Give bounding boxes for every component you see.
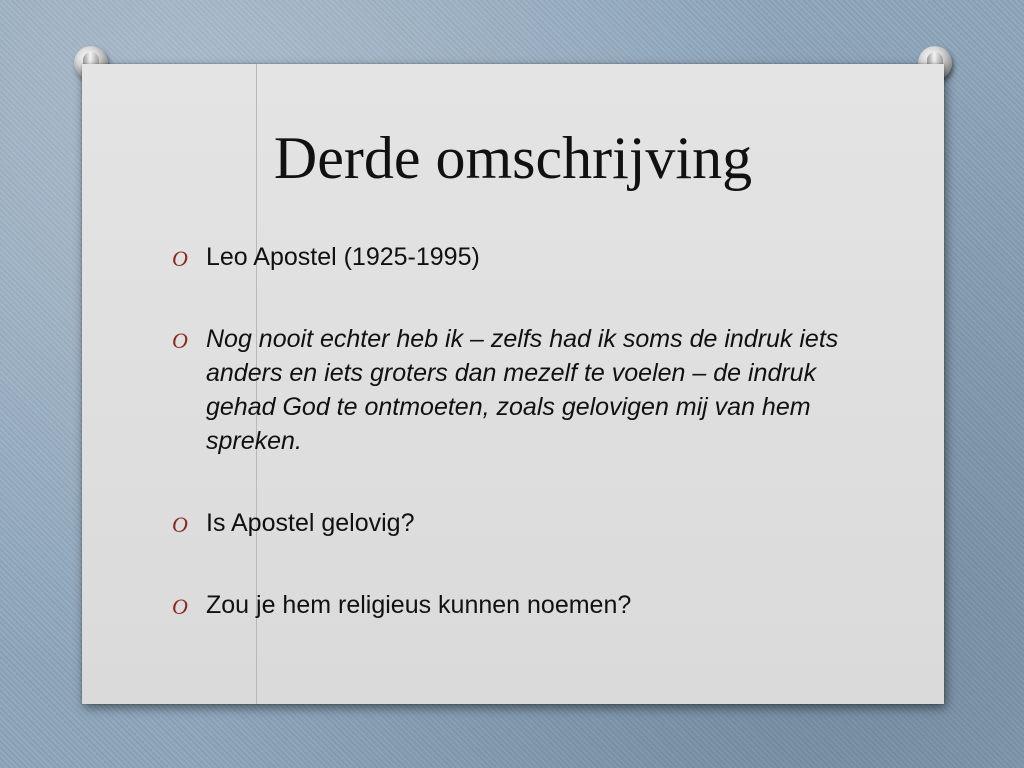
bullet-item <box>172 588 872 622</box>
bullet-text: Zou je hem religieus kunnen noemen? <box>206 591 632 619</box>
bullet-marker-icon: O <box>172 246 188 271</box>
bullet-list <box>172 240 872 622</box>
bullet-text: Leo Apostel (1925-1995) <box>206 243 480 271</box>
slide-paper <box>82 64 944 704</box>
bullet-marker-icon: O <box>172 328 188 353</box>
quote-emphasis-god: God <box>282 393 330 421</box>
bullet-item <box>172 506 872 540</box>
quote-text-before: Nog nooit echter heb ik – zelfs had ik soms de indruk iets anders en iets groters dan mezelf te voelen – de indruk gehad <box>206 325 839 421</box>
bullet-marker-icon: O <box>172 512 188 537</box>
slide-title: Derde omschrijving <box>273 125 753 191</box>
bullet-item-quote <box>172 322 872 458</box>
quote-text-after: te ontmoeten, zoals gelovigen mij van hem spreken. <box>206 393 811 455</box>
bullet-item <box>172 240 872 274</box>
bullet-text: Is Apostel gelovig? <box>206 509 415 537</box>
bullet-marker-icon: O <box>172 594 188 619</box>
